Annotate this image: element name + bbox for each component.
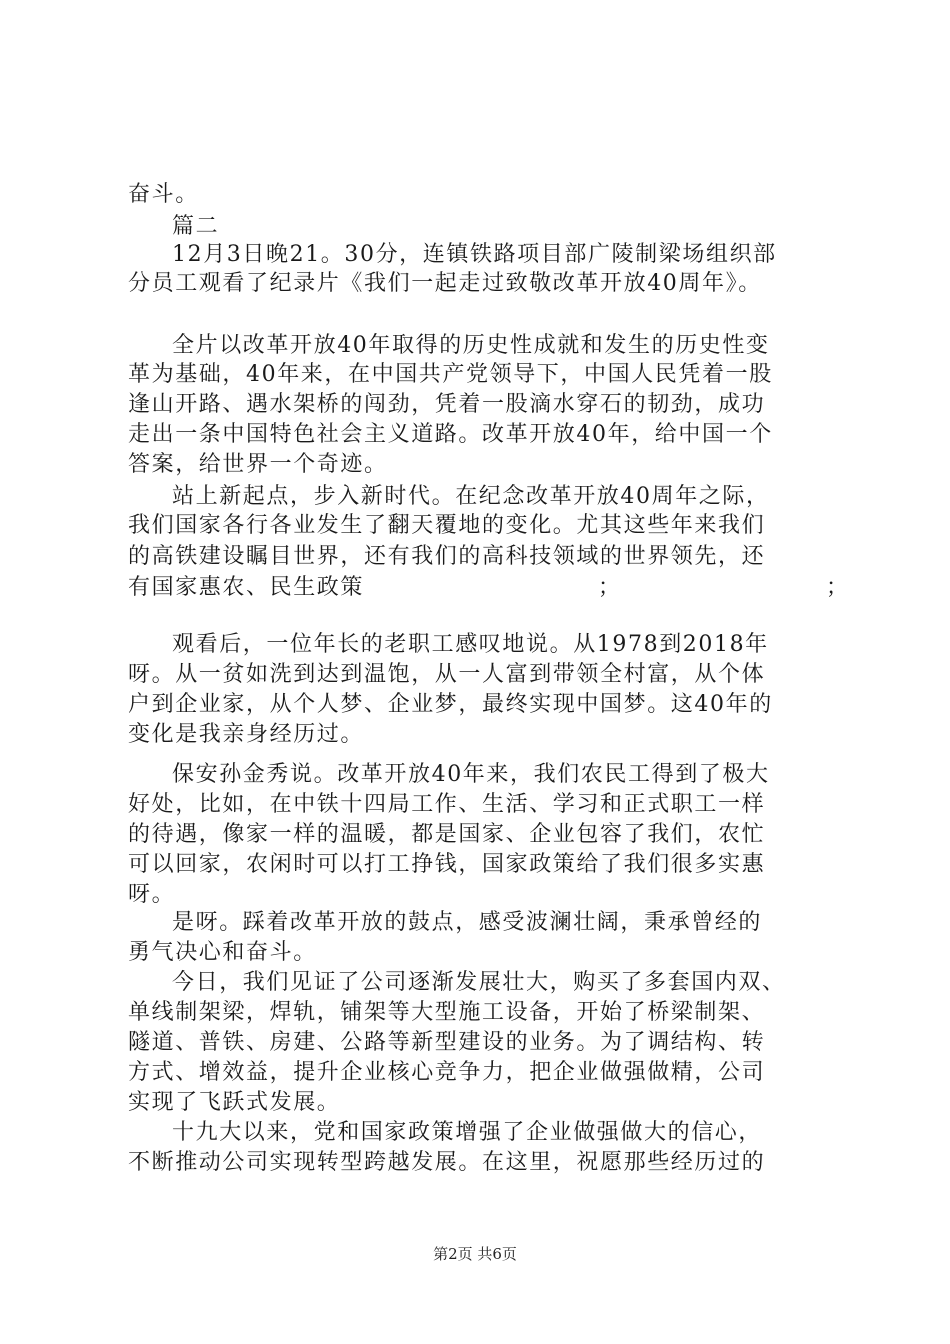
- text-line: 户到企业家，从个人梦、企业梦，最终实现中国梦。这40年的: [128, 692, 773, 717]
- text-line: 方式、增效益，提升企业核心竞争力，把企业做强做精，公司: [128, 1060, 766, 1085]
- text-line: 的待遇，像家一样的温暖，都是国家、企业包容了我们，农忙: [128, 822, 766, 847]
- text-line: 呀。: [128, 882, 176, 907]
- policy-separator: ；: [826, 575, 849, 600]
- text-line: 变化是我亲身经历过。: [128, 722, 365, 747]
- text-line: 有国家惠农、民生政策: [128, 575, 365, 600]
- text-line: 全片以改革开放40年取得的历史性成就和发生的历史性变: [172, 333, 770, 358]
- text-line: 好处，比如，在中铁十四局工作、生活、学习和正式职工一样: [128, 792, 766, 817]
- text-line: 观看后，一位年长的老职工感叹地说。从1978到2018年: [172, 632, 769, 657]
- text-line: 呀。从一贫如洗到达到温饱，从一人富到带领全村富，从个体: [128, 662, 766, 687]
- text-line: 实现了飞跃式发展。: [128, 1090, 341, 1115]
- text-line: 12月3日晚21。30分，连镇铁路项目部广陵制梁场组织部: [172, 242, 777, 267]
- policy-separator: ；: [598, 575, 621, 600]
- text-line: 逢山开路、遇水架桥的闯劲，凭着一股滴水穿石的韧劲，成功: [128, 392, 766, 417]
- text-line: 勇气决心和奋斗。: [128, 940, 317, 965]
- text-line: 十九大以来，党和国家政策增强了企业做强做大的信心，: [172, 1120, 763, 1145]
- text-line: 奋斗。: [128, 182, 199, 207]
- text-line: 分员工观看了纪录片《我们一起走过致敬改革开放40周年》。: [128, 271, 762, 296]
- page-number: 第2页 共6页: [433, 1245, 517, 1263]
- section-heading: 篇二: [172, 214, 220, 239]
- text-line: 可以回家，农闲时可以打工挣钱，国家政策给了我们很多实惠: [128, 852, 766, 877]
- text-line: 是呀。踩着改革开放的鼓点，感受波澜壮阔，秉承曾经的: [172, 910, 763, 935]
- text-line: 走出一条中国特色社会主义道路。改革开放40年，给中国一个: [128, 422, 773, 447]
- text-line: 站上新起点，步入新时代。在纪念改革开放40周年之际，: [172, 484, 770, 509]
- text-line: 的高铁建设瞩目世界，还有我们的高科技领域的世界领先，还: [128, 544, 766, 569]
- text-line: 保安孙金秀说。改革开放40年来，我们农民工得到了极大: [172, 762, 770, 787]
- text-line: 不断推动公司实现转型跨越发展。在这里，祝愿那些经历过的: [128, 1150, 766, 1175]
- text-line: 今日，我们见证了公司逐渐发展壮大，购买了多套国内双、: [172, 970, 786, 995]
- text-line: 单线制架梁，焊轨，铺架等大型施工设备，开始了桥梁制架、: [128, 1000, 766, 1025]
- text-line: 革为基础，40年来，在中国共产党领导下，中国人民凭着一股: [128, 362, 773, 387]
- text-line: 隧道、普铁、房建、公路等新型建设的业务。为了调结构、转: [128, 1030, 766, 1055]
- text-line: 我们国家各行各业发生了翻天覆地的变化。尤其这些年来我们: [128, 513, 766, 538]
- text-line: 答案，给世界一个奇迹。: [128, 452, 388, 477]
